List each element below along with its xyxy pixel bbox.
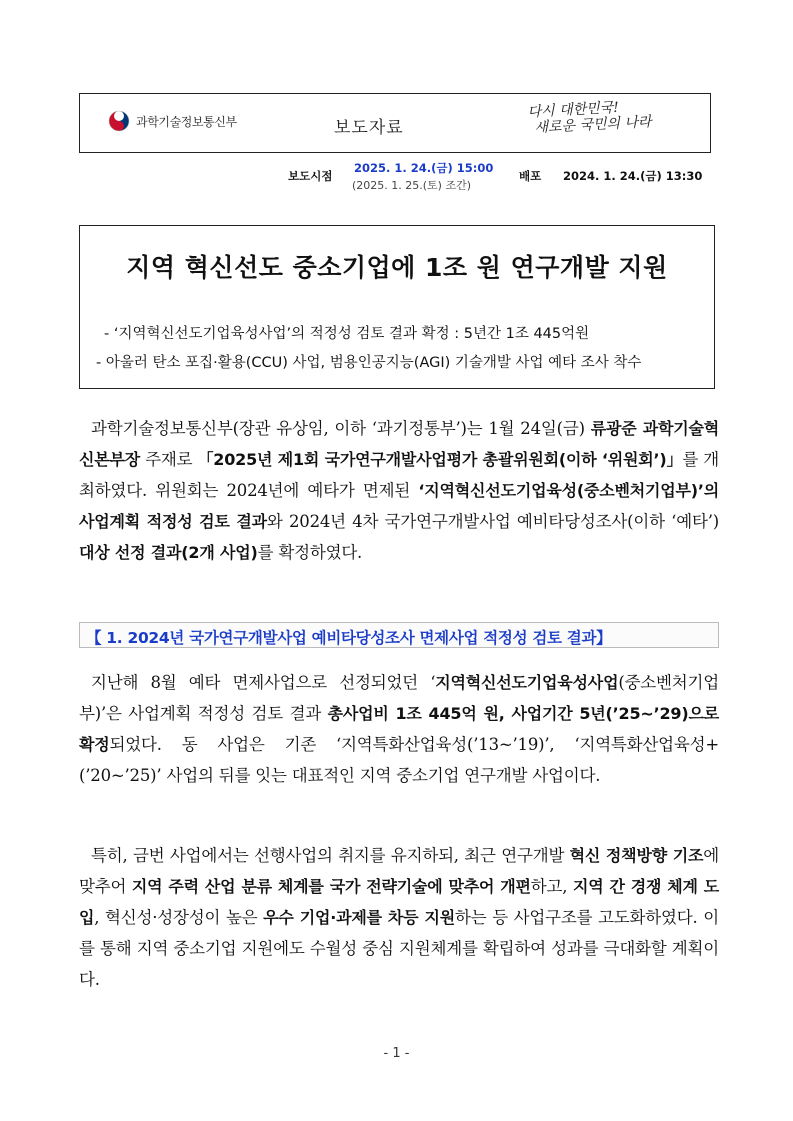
slogan-line-1: 다시 대한민국! <box>527 99 620 121</box>
section-heading: 【 1. 2024년 국가연구개발사업 예비타당성조사 면제사업 적정성 검토 결과】 <box>86 629 612 647</box>
release-time-label: 보도시점 <box>288 169 333 183</box>
page-title: 지역 혁신선도 중소기업에 1조 원 연구개발 지원 <box>126 253 668 282</box>
slogan-line-2: 새로운 국민의 나라 <box>534 114 652 137</box>
ministry-logo <box>108 110 237 132</box>
distribution-label: 배포 <box>519 169 542 183</box>
release-time-value: 2025. 1. 24.(금) 15:00 <box>354 161 494 175</box>
paragraph-1: 과학기술정보통신부(장관 유상임, 이하 ‘과기정통부’)는 1월 24일(금) 류광준 과학기술혁신본부장 주재로 「2025년 제1회 국가연구개발사업평가 총괄위원회(이하 ‘위원회’)」를 개최하였다. 위원회는 2024년에 예타가 면제된 ‘지역혁신선도기업육성(중소벤처기업부)’의 사업계획 적정성 검토 결과와 2024년 4차 국가연구개발사업 예비타당성조사(이하 ‘예타’) 대상 선정 결과(2개 사업)를 확정하였다. <box>79 419 719 562</box>
ministry-name: 과학기술정보통신부 <box>136 114 237 129</box>
doc-type: 보도자료 <box>334 118 404 138</box>
subtitle-1: - ‘지역혁신선도기업육성사업’의 적정성 검토 결과 확정 : 5년간 1조 445억원 <box>104 326 590 342</box>
page-number: - 1 - <box>383 1046 410 1061</box>
government-emblem-icon <box>108 110 130 132</box>
paragraph-3: 특히, 금번 사업에서는 선행사업의 취지를 유지하되, 최근 연구개발 혁신 정책방향 기조에 맞추어 지역 주력 산업 분류 체계를 국가 전략기술에 맞추어 개편하고, 지역 간 경쟁 체계 도입, 혁신성·성장성이 높은 우수 기업·과제를 차등 지원하는 등 사업구조를 고도화하였다. 이를 통해 지역 중소기업 지원에도 수월성 중심 지원체계를 확립하여 성과를 극대화할 계획이다. <box>79 846 720 989</box>
subtitle-2: - 아울러 탄소 포집·활용(CCU) 사업, 범용인공지능(AGI) 기술개발 사업 예타 조사 착수 <box>96 355 642 371</box>
paragraph-2: 지난해 8월 예타 면제사업으로 선정되었던 ‘지역혁신선도기업육성사업(중소벤처기업부)’은 사업계획 적정성 검토 결과 총사업비 1조 445억 원, 사업기간 5년(’25~’29)으로 확정되었다. 동 사업은 기존 ‘지역특화산업육성(’13~’19)’, ‘지역특화산업육성+(’20~’25)’ 사업의 뒤를 잇는 대표적인 지역 중소기업 연구개발 사업이다. <box>79 673 719 785</box>
distribution-value: 2024. 1. 24.(금) 13:30 <box>563 169 703 183</box>
release-time-note: (2025. 1. 25.(토) 조간) <box>352 179 472 192</box>
